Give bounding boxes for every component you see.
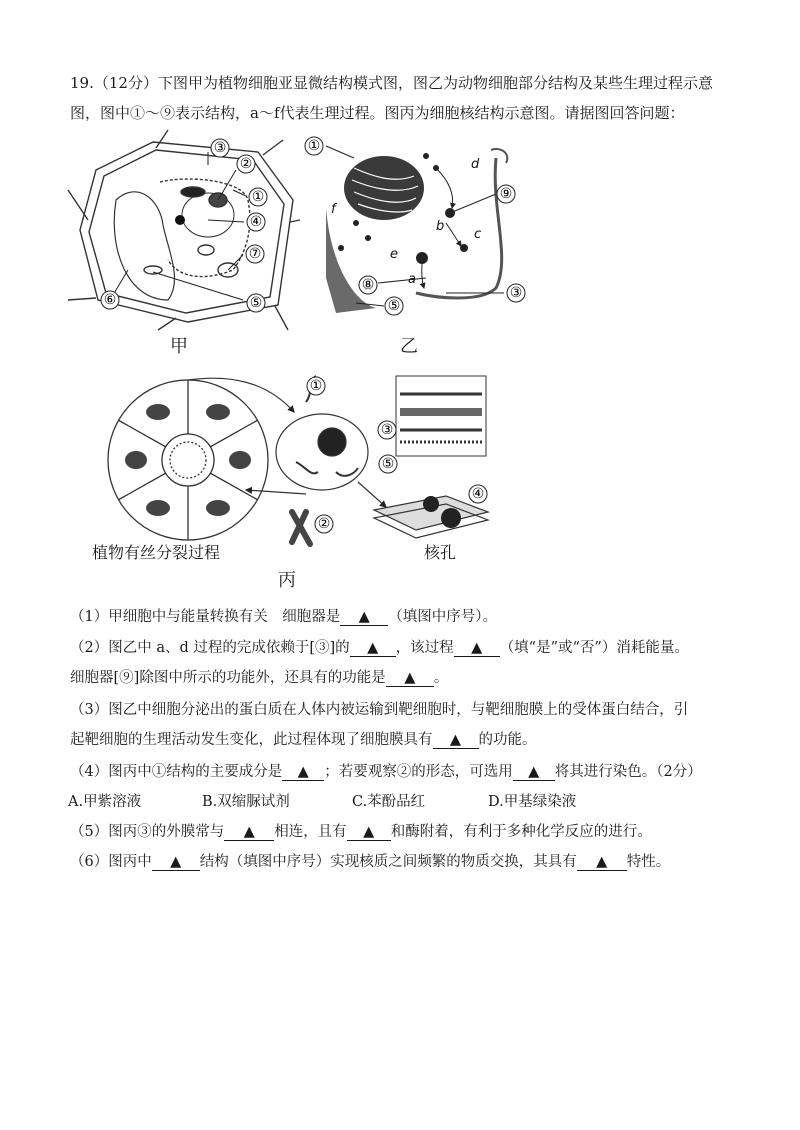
figure-bing-label: 丙	[278, 570, 296, 591]
yi-letter-a: a	[408, 272, 416, 287]
jia-marker-4: ④	[249, 214, 263, 230]
answer-blank-5b[interactable]: ▲	[347, 824, 391, 841]
figure-bing-nucleus	[96, 372, 506, 552]
figure-yi-label: 乙	[400, 336, 418, 357]
answer-blank-1[interactable]: ▲	[340, 609, 388, 626]
yi-letter-e: e	[390, 247, 398, 262]
bing-marker-5: ⑤	[381, 456, 395, 472]
jia-marker-2: ②	[239, 156, 253, 172]
question-1: （1）甲细胞中与能量转换有关 细胞器是 ▲ （填图中序号）。	[70, 609, 497, 625]
answer-blank-6b[interactable]: ▲	[577, 854, 627, 871]
jia-marker-7: ⑦	[248, 246, 262, 262]
option-c[interactable]: C.苯酚品红	[352, 794, 426, 810]
answer-blank-3[interactable]: ▲	[433, 732, 479, 749]
question-5: （5）图丙③的外膜常与 ▲ 相连，且有 ▲ 和酶附着，有利于多种化学反应的进行。	[70, 824, 652, 840]
jia-marker-5: ⑤	[249, 295, 263, 311]
yi-marker-1: ①	[307, 138, 321, 154]
yi-letter-c: c	[474, 227, 482, 242]
option-d[interactable]: D.甲基绿染液	[488, 794, 577, 810]
bing-marker-3: ③	[380, 422, 394, 438]
yi-letter-f: f	[331, 202, 336, 217]
question-3-line-2: 起靶细胞的生理活动发生变化，此过程体现了细胞膜具有 ▲ 的功能。	[70, 732, 537, 748]
option-a[interactable]: A.甲紫溶液	[68, 794, 142, 810]
jia-marker-3: ③	[213, 140, 227, 156]
bing-marker-4: ④	[471, 486, 485, 502]
answer-blank-6a[interactable]: ▲	[152, 854, 200, 871]
yi-marker-8: ⑧	[361, 277, 375, 293]
question-2-line-1: （2）图乙中 a、d 过程的完成依赖于[③]的 ▲ ，该过程 ▲ （填“是”或“否”）消耗能量。	[70, 640, 689, 656]
answer-blank-2a[interactable]: ▲	[350, 640, 396, 657]
answer-blank-5a[interactable]: ▲	[224, 824, 274, 841]
option-b[interactable]: B.双缩脲试剂	[202, 794, 290, 810]
answer-blank-4a[interactable]: ▲	[282, 764, 324, 781]
bing-marker-1: ①	[309, 378, 323, 394]
figure-jia-plant-cell	[68, 130, 308, 330]
figure-yi-animal-cell	[296, 128, 536, 328]
question-4-options	[68, 792, 748, 812]
yi-marker-5: ⑤	[387, 298, 401, 314]
bing-marker-2: ②	[317, 516, 331, 532]
caption-nuclear-pore: 核孔	[424, 543, 457, 562]
question-intro: 19.（12分）下图甲为植物细胞亚显微结构模式图，图乙为动物细胞部分结构及某些生理过程示意图，图中①～⑨表示结构，a～f代表生理过程。图丙为细胞核结构示意图。请据图回答问题：	[70, 74, 713, 122]
question-3-line-1: （3）图乙中细胞分泌出的蛋白质在人体内被运输到靶细胞时，与靶细胞膜上的受体蛋白结合，引	[70, 702, 689, 718]
yi-letter-b: b	[436, 219, 445, 234]
jia-marker-6: ⑥	[103, 292, 117, 308]
answer-blank-4b[interactable]: ▲	[513, 764, 555, 781]
jia-marker-1: ①	[251, 189, 265, 205]
figure-jia-label: 甲	[170, 336, 188, 357]
yi-letter-d: d	[471, 157, 480, 172]
answer-blank-2b[interactable]: ▲	[454, 640, 500, 657]
question-6: （6）图丙中 ▲ 结构（填图中序号）实现核质之间频繁的物质交换，其具有 ▲ 特性。	[70, 854, 671, 870]
yi-marker-9: ⑨	[499, 186, 513, 202]
yi-marker-3: ③	[509, 285, 523, 301]
question-2-line-2: 细胞器[⑨]除图中所示的功能外，还具有的功能是 ▲ 。	[70, 670, 449, 686]
answer-blank-2c[interactable]: ▲	[386, 670, 434, 687]
caption-mitosis: 植物有丝分裂过程	[92, 543, 221, 562]
question-4: （4）图丙中①结构的主要成分是 ▲ ；若要观察②的形态，可选用 ▲ 将其进行染色。（2分）	[70, 764, 702, 780]
